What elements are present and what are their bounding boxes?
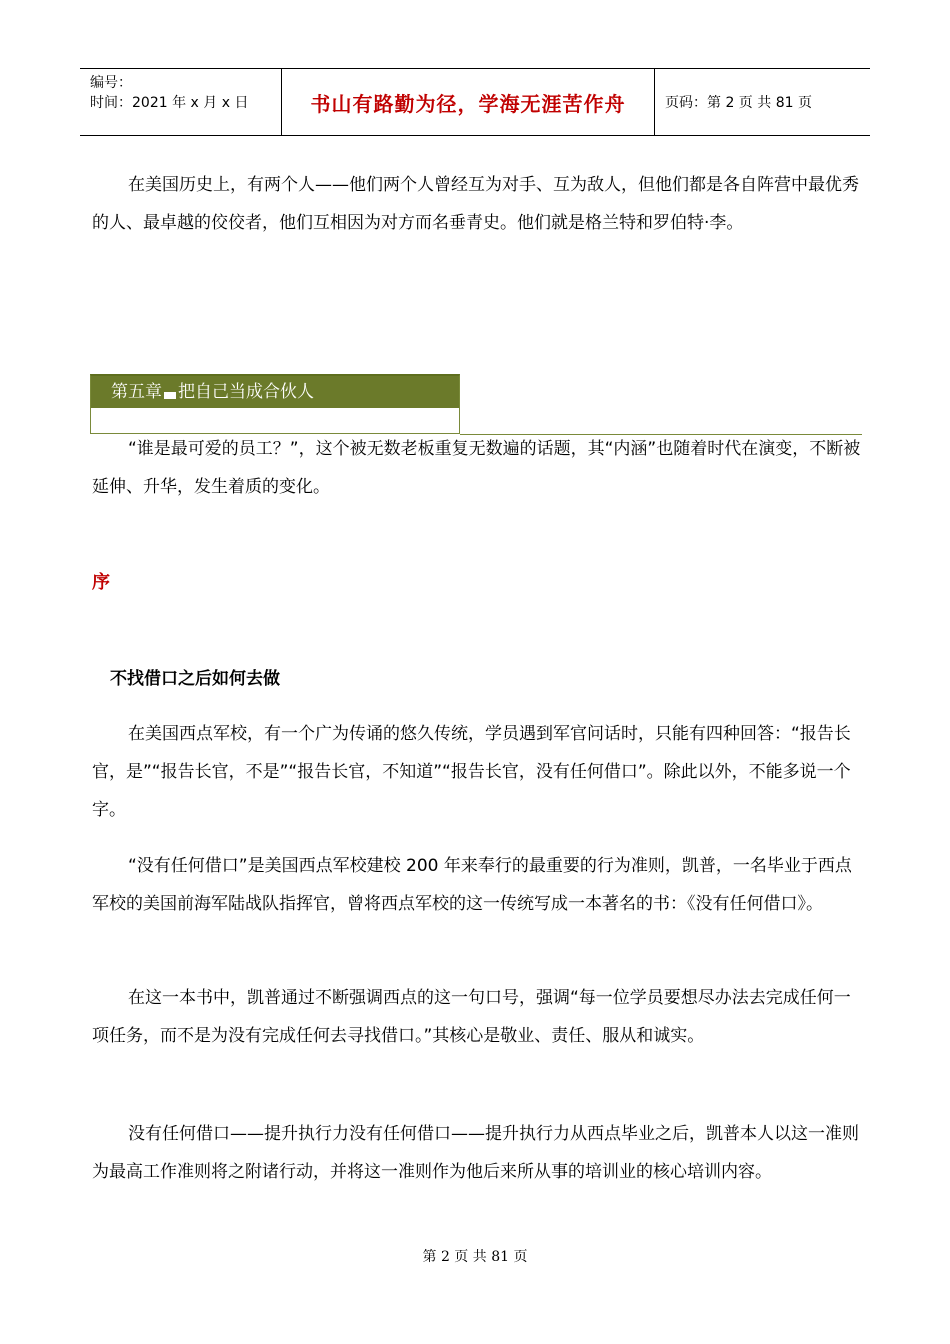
time-label: 时间：2021 年 x 月 x 日	[90, 95, 249, 111]
header-motto: 书山有路勤为径，学海无涯苦作舟	[310, 91, 626, 116]
chapter-heading	[91, 376, 459, 408]
paragraph-no-excuse: “没有任何借口”是美国西点军校建校 200 年来奉行的最重要的行为准则，凯普，一名毕业于西点军校的美国前海军陆战队指挥官，曾将西点军校的这一传统写成一本著名的书：《没有任何借口》。	[92, 856, 852, 914]
paragraph-book: 在这一本书中，凯普通过不断强调西点的这一句口号，强调“每一位学员要想尽办法去完成任何一项任务，而不是为没有完成任何去寻找借口。”其核心是敬业、责任、服从和诚实。	[92, 988, 851, 1046]
header-motto-cell	[282, 69, 655, 135]
paragraph-employee: “谁是最可爱的员工？”，这个被无数老板重复无数遍的话题，其“内涵”也随着时代在演变，不断被延伸、升华，发生着质的变化。	[92, 439, 861, 497]
section-title: 不找借口之后如何去做	[110, 669, 280, 689]
chapter-title: 把自己当成合伙人	[178, 382, 314, 402]
chapter-heading-box	[90, 374, 460, 434]
paragraph-intro: 在美国历史上，有两个人——他们两个人曾经互为对手、互为敌人，但他们都是各自阵营中最优秀的人、最卓越的佼佼者，他们互相因为对方而名垂青史。他们就是格兰特和罗伯特·李。	[92, 175, 859, 233]
page-header	[80, 68, 870, 136]
preface-heading: 序	[92, 572, 110, 593]
paragraph-westpoint: 在美国西点军校，有一个广为传诵的悠久传统，学员遇到军官问话时，只能有四种回答：“报告长官，是”“报告长官，不是”“报告长官，不知道”“报告长官，没有任何借口”。除此以外，不能多说一个字。	[92, 724, 851, 820]
header-meta	[80, 69, 282, 135]
chapter-separator	[164, 392, 176, 399]
paragraph-execution: 没有任何借口——提升执行力没有任何借口——提升执行力从西点毕业之后，凯普本人以这一准则为最高工作准则将之附诸行动，并将这一准则作为他后来所从事的培训业的核心培训内容。	[92, 1124, 859, 1182]
page-footer: 第 2 页 共 81 页	[422, 1249, 528, 1265]
number-label: 编号：	[90, 75, 132, 91]
header-page-info: 页码：第 2 页 共 81 页	[665, 95, 812, 111]
header-page-info-cell	[655, 69, 870, 135]
chapter-number: 第五章	[111, 382, 162, 402]
